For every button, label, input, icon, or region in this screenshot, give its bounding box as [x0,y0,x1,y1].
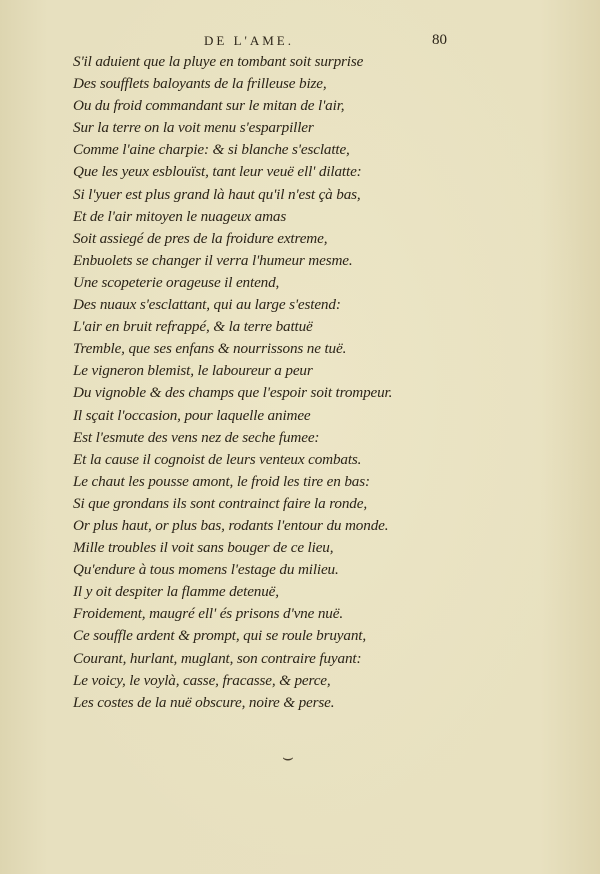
verse-line: L'air en bruit refrappé, & la terre battuë [73,318,313,336]
running-head: DE L'AME. [204,33,295,48]
verse-line: Est l'esmute des vens nez de seche fumee: [73,428,320,446]
verse-line: Des nuaux s'esclattant, qui au large s'estend: [73,296,341,314]
verse-line: Ou du froid commandant sur le mitan de l'air, [73,97,345,115]
verse-line: Le vigneron blemist, le laboureur a peur [73,362,313,380]
verse-line: Et la cause il cognoist de leurs venteux combats. [73,450,362,468]
verse-line: Du vignoble & des champs que l'espoir soit trompeur. [73,384,393,402]
verse-line: Froidement, maugré ell' és prisons d'vne nuë. [73,605,343,623]
verse-line: Enbuolets se changer il verra l'humeur mesme. [73,251,353,269]
verse-line: Une scopeterie orageuse il entend, [73,273,280,291]
end-ornament: ⌣ [282,747,294,767]
verse-line: Mille troubles il voit sans bouger de ce lieu, [73,539,334,557]
verse-line: Courant, hurlant, muglant, son contraire fuyant: [73,649,362,667]
verse-line: Soit assiegé de pres de la froidure extreme, [73,229,328,247]
verse-line: Qu'endure à tous momens l'estage du milieu. [73,561,339,579]
verse-line: Or plus haut, or plus bas, rodants l'entour du monde. [73,516,389,534]
verse-line: Sur la terre on la voit menu s'esparpiller [73,119,314,137]
verse-line: Il sçait l'occasion, pour laquelle animee [73,406,311,424]
verse-line: Que les yeux esblouïst, tant leur veuë ell' dilatte: [73,163,362,181]
poem-verses [73,51,573,714]
page-number: 80 [432,32,447,48]
verse-line: Comme l'aine charpie: & si blanche s'esclatte, [73,141,350,159]
verse-line: Le chaut les pousse amont, le froid les tire en bas: [73,472,370,490]
verse-line: Ce souffle ardent & prompt, qui se roule bruyant, [73,627,367,645]
verse-line: Il y oit despiter la flamme detenuë, [73,583,279,601]
verse-line: Le voicy, le voylà, casse, fracasse, & perce, [73,671,331,689]
verse-line: Et de l'air mitoyen le nuageux amas [73,207,287,225]
verse-line: Des soufflets baloyants de la frilleuse bize, [73,75,327,93]
verse-line: S'il aduient que la pluye en tombant soit surprise [73,53,364,70]
verse-line: Si que grondans ils sont contrainct faire la ronde, [73,494,367,512]
page-header [0,33,600,53]
verse-line: Tremble, que ses enfans & nourrissons ne tuë. [73,340,347,358]
verse-line: Les costes de la nuë obscure, noire & perse. [73,693,335,711]
verse-line: Si l'yuer est plus grand là haut qu'il n'est çà bas, [73,185,361,203]
